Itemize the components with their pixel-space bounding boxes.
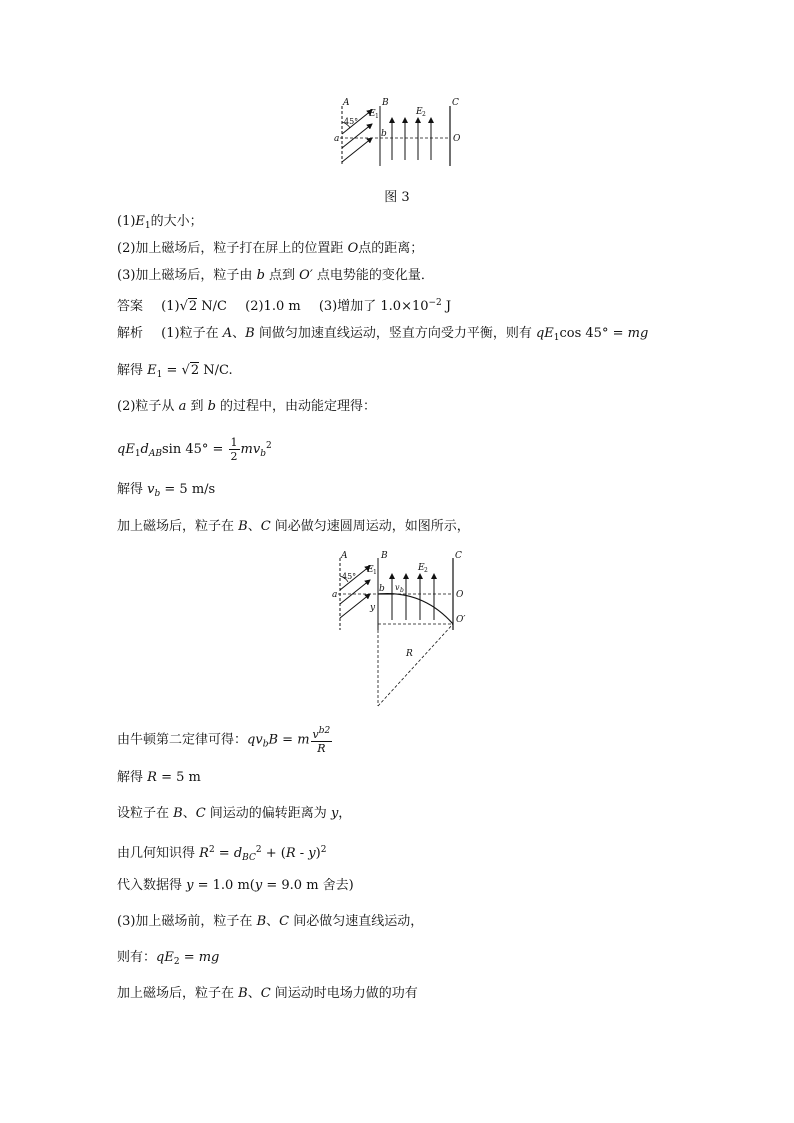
label-a-plate: A	[341, 551, 348, 561]
label-angle: 45°	[344, 117, 359, 126]
figure-2	[328, 550, 478, 710]
analysis-p10: 由几何知识得 $R^2 = d_{BC}^2 + (R - y)^2$	[117, 845, 327, 863]
label-e1: E	[367, 565, 374, 575]
e1-arrow	[342, 124, 372, 148]
analysis-p4: $qE_1d_{AB}\sin$ 45° = $\frac{1}{2}$ $mv_b^2$	[117, 436, 272, 463]
answer-label: 答案	[117, 299, 144, 314]
label-point-b: b	[379, 584, 385, 594]
analysis-p11: 代入数据得 y = 1.0 m(y = 9.0 m 舍去)	[117, 878, 354, 893]
answer-line: 答案 (1)√2 N/C (2)1.0 m (3)增加了 $1.0\times 10^{-2}$ J	[117, 298, 452, 314]
figure-2-diagram	[328, 550, 478, 710]
analysis-p1: 解析 (1)粒子在 A、B 间做匀加速直线运动，竖直方向受力平衡，则有 $qE_1\cos$ 45° = mg	[117, 326, 649, 343]
question-3: (3)加上磁场后，粒子由 b 点到 O′ 点电势能的变化量．	[117, 268, 434, 283]
label-point-o: O	[453, 134, 461, 144]
figure-1	[330, 98, 470, 178]
analysis-p14: 加上磁场后，粒子在 B、C 间运动时电场力做的功有	[117, 986, 418, 1001]
label-e2: E	[416, 107, 423, 117]
question-1: $(1)E_1$的大小；	[117, 214, 203, 231]
label-e2-sub: 2	[422, 111, 426, 118]
analysis-p8: 解得 R = 5 m	[117, 770, 201, 785]
analysis-p7: 由牛顿第二定律可得：$qv_bB = m$ $\frac{v^{b2}}{R}$	[117, 726, 331, 755]
label-e1: E	[369, 109, 376, 119]
analysis-p12: (3)加上磁场前，粒子在 B、C 间必做匀速直线运动，	[117, 914, 424, 929]
label-vb: v	[395, 583, 400, 592]
figure-1-diagram	[330, 98, 470, 178]
analysis-p5: 解得 $v_b = 5$ m/s	[117, 482, 216, 499]
figure-1-caption: 图 3	[384, 190, 410, 205]
analysis-p3: (2)粒子从 a 到 b 的过程中，由动能定理得：	[117, 399, 377, 414]
label-radius: R	[406, 649, 413, 659]
e1-arrow	[340, 580, 370, 604]
trajectory-arc	[378, 594, 453, 624]
e1-arrow	[342, 138, 372, 162]
label-b-plate: B	[381, 551, 388, 561]
label-c-screen: C	[452, 98, 459, 108]
analysis-p13: 则有：$qE_2$ = mg	[117, 950, 220, 967]
label-point-b: b	[381, 129, 387, 139]
fraction-half: $\frac{1}{2}$	[230, 436, 238, 463]
fraction-v2-over-r: $\frac{v^{b2}}{R}$	[312, 726, 331, 755]
radius-line	[378, 624, 453, 706]
label-e2-sub: 2	[424, 567, 428, 574]
analysis-p9: 设粒子在 B、C 间运动的偏转距离为 y，	[117, 806, 352, 821]
question-2: (2)加上磁场后，粒子打在屏上的位置距 O点的距离；	[117, 241, 424, 256]
label-point-o: O	[456, 590, 464, 600]
label-y: y	[370, 603, 376, 613]
label-vb-sub: b	[400, 587, 404, 594]
label-point-o-prime: O′	[456, 615, 466, 625]
e1-arrow	[340, 594, 370, 618]
label-angle: 45°	[342, 572, 357, 581]
label-point-a: a	[334, 134, 340, 144]
label-e1-sub: 1	[373, 569, 377, 576]
label-c-screen: C	[455, 551, 462, 561]
label-b-plate: B	[382, 98, 389, 108]
analysis-p6: 加上磁场后，粒子在 B、C 间必做匀速圆周运动，如图所示，	[117, 519, 470, 534]
analysis-label: 解析	[117, 326, 144, 341]
label-e2: E	[418, 563, 425, 573]
label-point-a: a	[332, 590, 338, 600]
label-a-plate: A	[343, 98, 350, 108]
label-e1-sub: 1	[375, 113, 379, 120]
analysis-p2: 解得 $E_1 = √2$ N/C.	[117, 363, 233, 380]
